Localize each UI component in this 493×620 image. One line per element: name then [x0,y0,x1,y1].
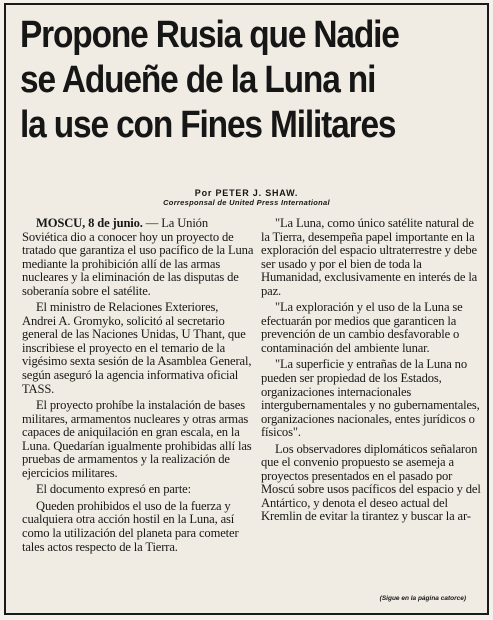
headline-line-2: se Adueñe de la Luna ni [20,59,376,101]
article-column-left [22,217,254,557]
article-paragraph: El proyecto prohíbe la instalación de bases militares, armamentos nucleares y otras armas capaces de aniquilación en gran escala, en la Luna. Quedarían igualmente prohibidas allí las pruebas de armamentos y la realización de ejercicios militares. [22,398,252,480]
headline-line-1: Propone Rusia que Nadie [20,14,399,56]
continued-note: (Sigue en la página catorce) [379,595,466,602]
article-paragraph: "La superficie y entrañas de la Luna no pueden ser propiedad de los Estados, organizaciones internacionales intergubernamentales y no gubernamentales, organizaciones nacionales, entes jurídicos o físicos". [261,357,480,440]
dateline: MOSCU, 8 de junio. [36,216,143,230]
byline [6,188,487,208]
article-column-right [261,217,484,527]
byline-author: Por PETER J. SHAW. [194,188,299,198]
headline [20,13,425,148]
article-paragraph: "La exploración y el uso de la Luna se efectuarán por medios que garanticen la prevención de un cambio desfavorable o contaminación del ambiente lunar. [261,300,463,355]
article-paragraph: El ministro de Relaciones Exteriores, Andrei A. Gromyko, solicitó al secretario general de las Naciones Unidas, U Thant, que inscribiese el proyecto en el temario de la vigésimo sexta sesión de la Asamblea General, según aseguró la agencia informativa oficial TASS. [22,300,252,396]
byline-role: Corresponsal de United Press International [163,198,330,207]
article-paragraph: Queden prohibidos el uso de la fuerza y cualquiera otra acción hostil en la Luna, así como la utilización del planeta para cometer tales actos respecto de la Tierra. [22,498,239,554]
headline-line-3: la use con Fines Militares [20,104,396,146]
lead-text: — La Unión Soviética dio a conocer hoy un proyecto de tratado que garantiza el uso pacífico de la Luna mediante la prohibición allí de las armas nucleares y la eliminación de las disputas de soberanía sobre el satélite. [22,216,254,298]
newspaper-clipping [4,3,489,615]
article-paragraph: El documento expresó en parte: [36,482,191,497]
article-paragraph: "La Luna, como único satélite natural de la Tierra, desempeña papel importante en la exploración del espacio ultraterrestre y debe ser usado y por el bien de toda la Humanidad, exclusivamente en interés de la paz. [261,216,478,298]
article-paragraph: Los observadores diplomáticos señalaron que el convenio propuesto se asemeja a proyectos presentados en el pasado por Moscú sobre usos pacíficos del espacio y del Antártico, y denota el deseo actual del Kremlin de evitar la tirantez y buscar la ar- [261,441,481,524]
article-lead-paragraph [22,217,254,298]
